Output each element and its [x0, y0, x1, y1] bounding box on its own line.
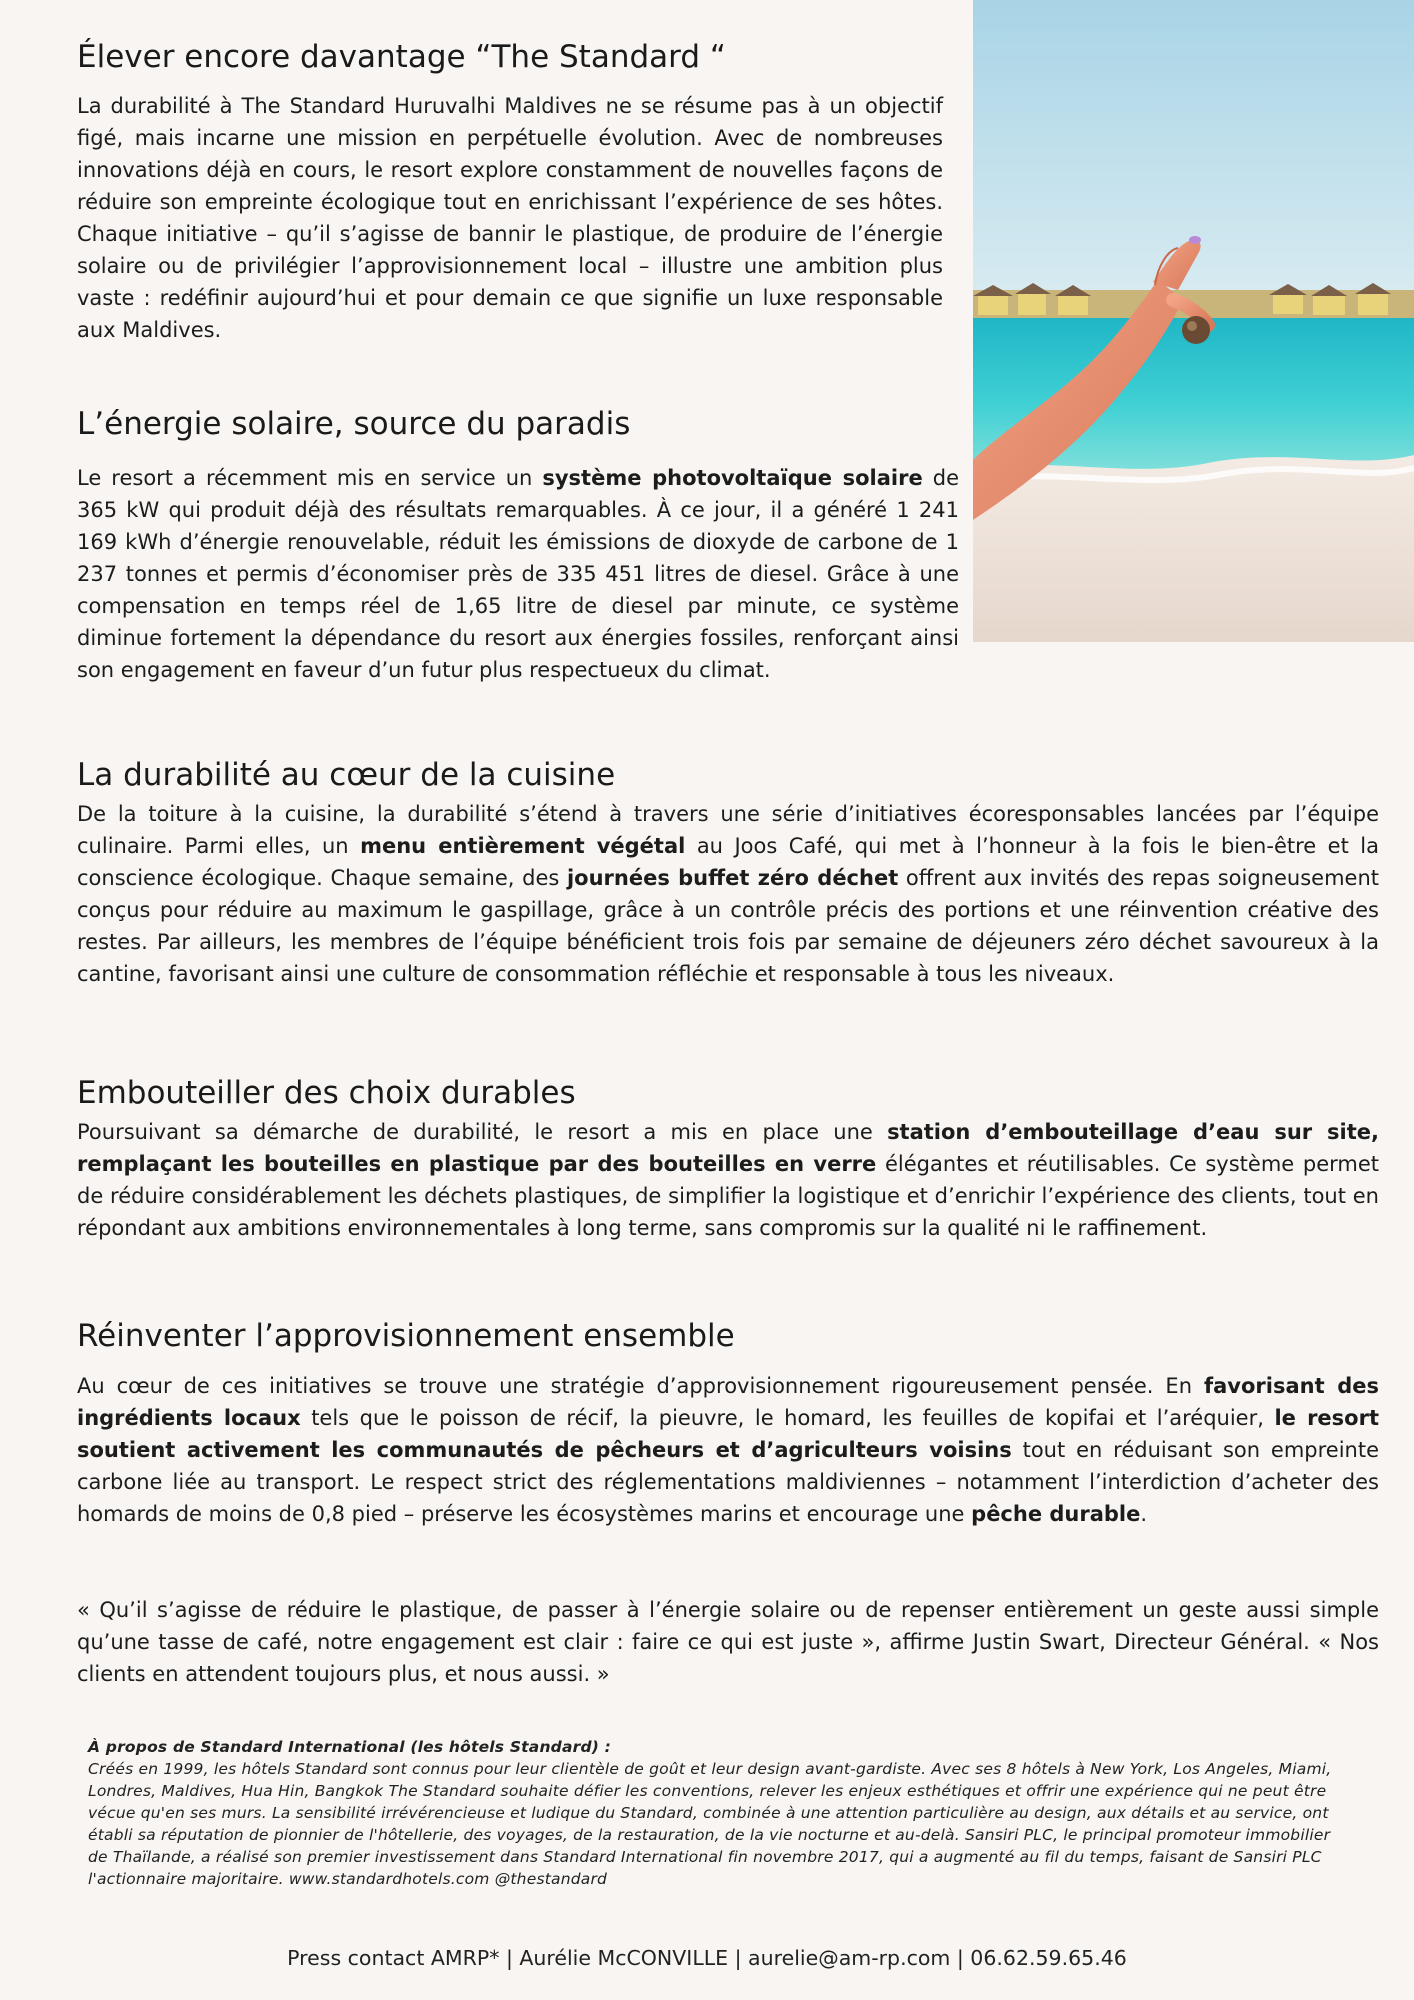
bold-local-ingredients: favorisant des ingrédients locaux	[77, 1374, 1379, 1430]
section-text-elevate: La durabilité à The Standard Huruvalhi Maldives ne se résume pas à un objectif figé, mais incarne une mission en perpétuelle évolution. Avec de nombreuses innovations déjà en cours, le resort explore constamment de nouvelles façons de réduire son empreinte écologique tout en enrichissant l’expérience de ses hôtes. Chaque initiative – qu’il s’agisse de bannir le plastique, de produire de l’énergie solaire ou de privilégier l’approvisionnement local – illustre une ambition plus vaste : redéfinir aujourd’hui et pour demain ce que signifie un luxe responsable aux Maldives.	[77, 94, 943, 342]
section-heading-sourcing: Réinventer l’approvisionnement ensemble	[77, 1318, 735, 1354]
director-quote: « Qu’il s’agisse de réduire le plastique, de passer à l’énergie solaire ou de repenser entièrement un geste aussi simple qu’une tasse de café, notre engagement est clair : faire ce qui est juste », affirme Justin Swart, Directeur Général. « Nos clients en attendent toujours plus, et nous aussi. »	[77, 1598, 1379, 1686]
bold-support-communities: le resort soutient activement les communautés de pêcheurs et d’agriculteurs voisins	[77, 1406, 1379, 1462]
beach-photo	[973, 0, 1414, 642]
about-text: Créés en 1999, les hôtels Standard sont connus pour leur clientèle de goût et leur design avant-gardiste. Avec ses 8 hôtels à New York, Los Angeles, Miami, Londres, Maldives, Hua Hin, Bangkok The Standard souhaite défier les conventions, relever les enjeux esthétiques et offrir une expérience qui ne peut être vécue qu'en ses murs. La sensibilité irrévérencieuse et ludique du Standard, combinée à une attention particulière au design, aux détails et au service, ont établi sa réputation de pionnier de l'hôtellerie, des voyages, de la restauration, de la vie nocturne et au-delà. Sansiri PLC, le principal promoteur immobilier de Thaïlande, a réalisé son premier investissement dans Standard International fin novembre 2017, qui a augmenté au fil du temps, faisant de Sansiri PLC l'actionnaire majoritaire. www.standardhotels.com @thestandard	[88, 1760, 1332, 1888]
bold-sustainable-fishing: pêche durable	[971, 1502, 1141, 1526]
section-heading-elevate: Élever encore davantage “The Standard “	[77, 39, 726, 75]
section-text-bottling: Poursuivant sa démarche de durabilité, le resort a mis en place une station d’embouteillage d’eau sur site, remplaçant les bouteilles en plastique par des bouteilles en verre élégantes et réutilisables. Ce système permet de réduire considérablement les déchets plastiques, de simplifier la logistique et d’enrichir l’expérience des clients, tout en répondant aux ambitions environnementales à long terme, sans compromis sur la qualité ni le raffinement.	[77, 1120, 1379, 1240]
section-heading-bottling: Embouteiller des choix durables	[77, 1075, 576, 1111]
about-standard-international	[88, 1736, 1338, 1890]
section-heading-cuisine: La durabilité au cœur de la cuisine	[77, 757, 616, 793]
about-title: À propos de Standard International (les hôtels Standard) :	[88, 1738, 612, 1756]
bold-photovoltaic: système photovoltaïque solaire	[542, 466, 923, 490]
bold-bottling-station: station d’embouteillage d’eau sur site, remplaçant les bouteilles en plastique par des bouteilles en verre	[77, 1120, 1379, 1176]
bold-zero-waste: journées buffet zéro déchet	[566, 866, 899, 890]
beach-hand-illustration	[973, 0, 1414, 642]
press-contact: Press contact AMRP* | Aurélie McCONVILLE | aurelie@am-rp.com | 06.62.59.65.46	[287, 1946, 1127, 1970]
section-text-sourcing: Au cœur de ces initiatives se trouve une stratégie d’approvisionnement rigoureusement pensée. En favorisant des ingrédients locaux tels que le poisson de récif, la pieuvre, le homard, les feuilles de kopifai et l’aréquier, le resort soutient activement les communautés de pêcheurs et d’agriculteurs voisins tout en réduisant son empreinte carbone liée au transport. Le respect strict des réglementations maldiviennes – notamment l’interdiction d’acheter des homards de moins de 0,8 pied – préserve les écosystèmes marins et encourage une pêche durable.	[77, 1374, 1379, 1526]
section-heading-solar: L’énergie solaire, source du paradis	[77, 406, 631, 442]
section-text-solar: Le resort a récemment mis en service un système photovoltaïque solaire de 365 kW qui produit déjà des résultats remarquables. À ce jour, il a généré 1 241 169 kWh d’énergie renouvelable, réduit les émissions de dioxyde de carbone de 1 237 tonnes et permis d’économiser près de 335 451 litres de diesel. Grâce à une compensation en temps réel de 1,65 litre de diesel par minute, ce système diminue fortement la dépendance du resort aux énergies fossiles, renforçant ainsi son engagement en faveur d’un futur plus respectueux du climat.	[77, 466, 959, 682]
section-text-cuisine: De la toiture à la cuisine, la durabilité s’étend à travers une série d’initiatives écoresponsables lancées par l’équipe culinaire. Parmi elles, un menu entièrement végétal au Joos Café, qui met à l’honneur à la fois le bien-être et la conscience écologique. Chaque semaine, des journées buffet zéro déchet offrent aux invités des repas soigneusement conçus pour réduire au maximum le gaspillage, grâce à un contrôle précis des portions et une réinvention créative des restes. Par ailleurs, les membres de l’équipe bénéficient trois fois par semaine de déjeuners zéro déchet savoureux à la cantine, favorisant ainsi une culture de consommation réfléchie et responsable à tous les niveaux.	[77, 802, 1380, 986]
bold-vegetal-menu: menu entièrement végétal	[360, 834, 686, 858]
